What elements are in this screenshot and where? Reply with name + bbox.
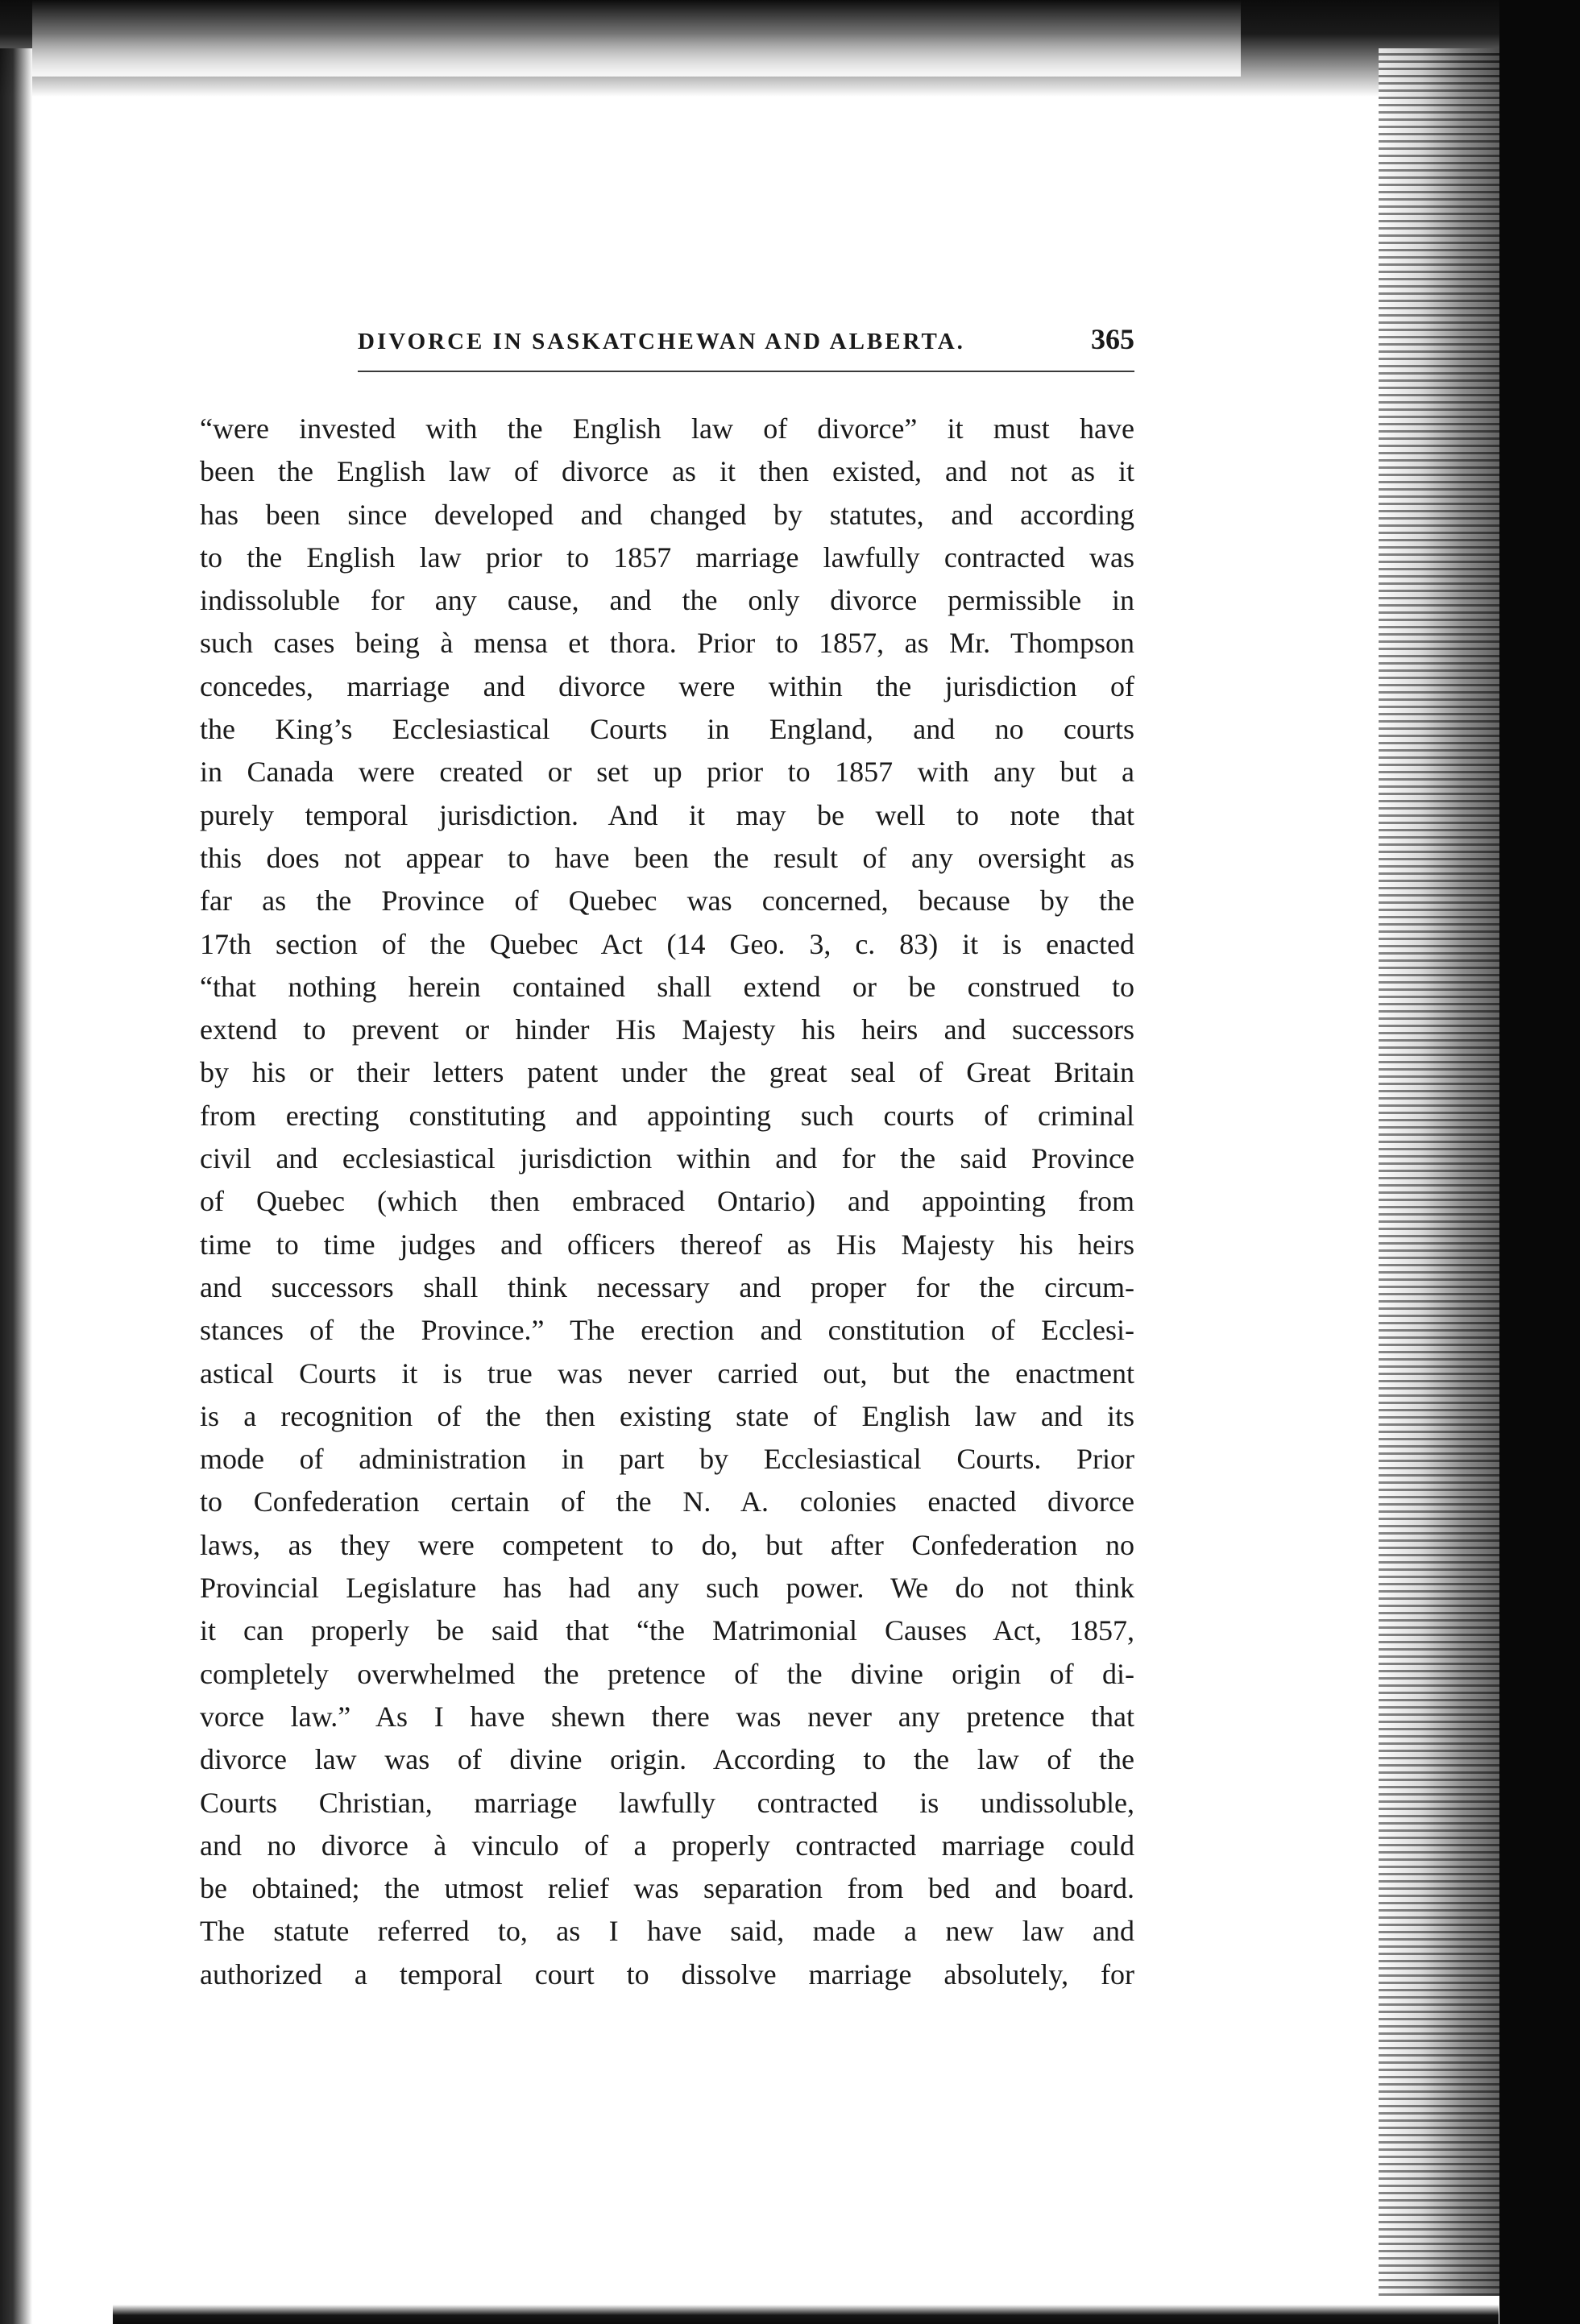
text-line: concedes, marriage and divorce were within the jurisdiction of [200, 669, 1134, 702]
scan-left-edge [0, 48, 32, 2324]
text-line: and no divorce à vinculo of a properly contracted marriage could [200, 1829, 1134, 1862]
text-line: authorized a temporal court to dissolve marriage absolutely, for [200, 1957, 1134, 1991]
text-line: indissoluble for any cause, and the only divorce permissible in [200, 584, 1134, 617]
scan-right-page-edges [1379, 48, 1499, 2296]
text-line: The statute referred to, as I have said, made a new law and [200, 1915, 1134, 1948]
text-line: Courts Christian, marriage lawfully contracted is undissoluble, [200, 1786, 1134, 1819]
text-line: by his or their letters patent under the great seal of Great Britain [200, 1056, 1134, 1089]
text-line: has been since developed and changed by statutes, and according [200, 498, 1134, 531]
page-number: 365 [1091, 323, 1134, 355]
body-text [200, 408, 1134, 1996]
text-line: be obtained; the utmost relief was separation from bed and board. [200, 1872, 1134, 1905]
text-line: far as the Province of Quebec was concerned, because by the [200, 884, 1134, 918]
text-line: such cases being à mensa et thora. Prior to 1857, as Mr. Thompson [200, 627, 1134, 660]
text-line: mode of administration in part by Ecclesiastical Courts. Prior [200, 1443, 1134, 1476]
scan-right-border [1499, 0, 1580, 2324]
text-line: from erecting constituting and appointing such courts of criminal [200, 1099, 1134, 1132]
text-line: the King’s Ecclesiastical Courts in England, and no courts [200, 713, 1134, 746]
text-line: purely temporal jurisdiction. And it may be well to note that [200, 798, 1134, 831]
text-line: this does not appear to have been the result of any oversight as [200, 841, 1134, 874]
text-line: completely overwhelmed the pretence of the divine origin of di- [200, 1657, 1134, 1690]
book-page [200, 322, 1134, 1996]
scan-bottom-edge [113, 2305, 1499, 2324]
text-line: been the English law of divorce as it then existed, and not as it [200, 455, 1134, 488]
text-line: vorce law.” As I have shewn there was never any pretence that [200, 1700, 1134, 1733]
text-line: Provincial Legislature has had any such power. We do not think [200, 1572, 1134, 1605]
text-line: “were invested with the English law of divorce” it must have [200, 412, 1134, 445]
text-line: is a recognition of the then existing state of English law and its [200, 1399, 1134, 1432]
text-line: laws, as they were competent to do, but after Confederation no [200, 1528, 1134, 1561]
text-line: divorce law was of divine origin. According to the law of the [200, 1743, 1134, 1776]
text-line: civil and ecclesiastical jurisdiction within and for the said Province [200, 1142, 1134, 1175]
text-line: and successors shall think necessary and proper for the circum- [200, 1270, 1134, 1303]
text-line: of Quebec (which then embraced Ontario) and appointing from [200, 1185, 1134, 1218]
scan-top-fade [32, 0, 1241, 77]
text-line: to the English law prior to 1857 marriage lawfully contracted was [200, 541, 1134, 574]
text-line: extend to prevent or hinder His Majesty his heirs and successors [200, 1013, 1134, 1046]
text-line: time to time judges and officers thereof as His Majesty his heirs [200, 1228, 1134, 1261]
text-line: to Confederation certain of the N. A. colonies enacted divorce [200, 1485, 1134, 1518]
text-line: 17th section of the Quebec Act (14 Geo. 3, c. 83) it is enacted [200, 927, 1134, 960]
text-line: stances of the Province.” The erection and constitution of Ecclesi- [200, 1314, 1134, 1347]
text-line: in Canada were created or set up prior to 1857 with any but a [200, 756, 1134, 789]
text-line: it can properly be said that “the Matrimonial Causes Act, 1857, [200, 1614, 1134, 1647]
running-title: DIVORCE IN SASKATCHEWAN AND ALBERTA. [358, 329, 965, 354]
running-head [358, 322, 1134, 372]
text-line: astical Courts it is true was never carried out, but the enactment [200, 1357, 1134, 1390]
text-line: “that nothing herein contained shall extend or be construed to [200, 970, 1134, 1003]
